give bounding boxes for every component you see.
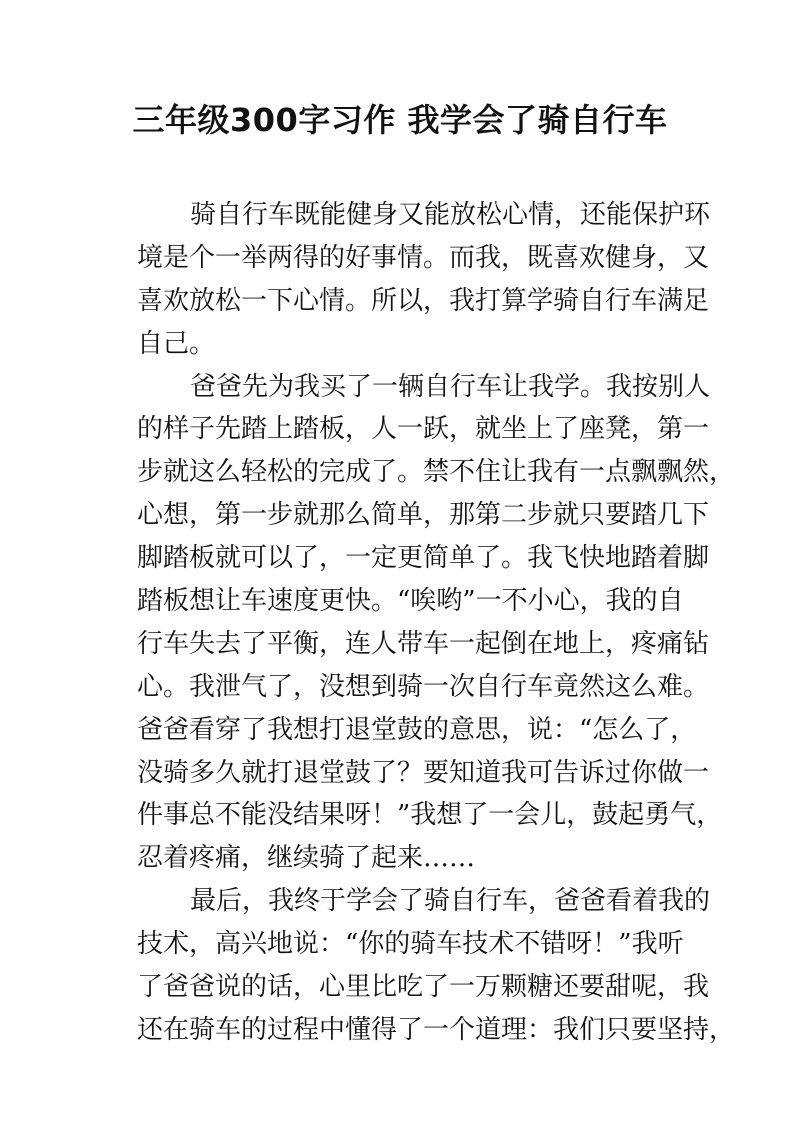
document-title: 三年级300字习作 我学会了骑自行车 xyxy=(132,101,668,139)
text-line: 件事总不能没结果呀！”我想了一会儿，鼓起勇气， xyxy=(137,800,723,831)
text-line: 心。我泄气了，没想到骑一次自行车竟然这么难。 xyxy=(137,671,710,702)
text-line: 境是个一举两得的好事情。而我，既喜欢健身，又 xyxy=(137,242,710,273)
text-line: 爸爸看穿了我想打退堂鼓的意思，说：“怎么了， xyxy=(137,714,697,745)
text-line: 喜欢放松一下心情。所以，我打算学骑自行车满足 xyxy=(137,285,710,316)
text-line: 还在骑车的过程中懂得了一个道理：我们只要坚持， xyxy=(137,1014,736,1045)
text-line: 的样子先踏上踏板，人一跃，就坐上了座凳，第一 xyxy=(137,414,710,445)
text-line: 脚踏板就可以了，一定更简单了。我飞快地踏着脚 xyxy=(137,543,710,574)
text-line: 自己。 xyxy=(137,328,216,359)
text-line: 踏板想让车速度更快。“唉哟”一不小心，我的自 xyxy=(137,586,684,617)
text-line: 技术，高兴地说：“你的骑车技术不错呀！”我听 xyxy=(137,929,684,960)
text-line: 骑自行车既能健身又能放松心情，还能保护环 xyxy=(190,200,711,230)
text-line: 行车失去了平衡，连人带车一起倒在地上，疼痛钻 xyxy=(137,628,710,659)
text-line: 心想，第一步就那么简单，那第二步就只要踏几下 xyxy=(137,500,710,531)
text-line: 步就这么轻松的完成了。禁不住让我有一点飘飘然， xyxy=(137,457,736,488)
text-line: 最后，我终于学会了骑自行车，爸爸看着我的 xyxy=(190,886,711,917)
text-line: 没骑多久就打退堂鼓了？要知道我可告诉过你做一 xyxy=(137,757,710,788)
text-line: 忍着疼痛，继续骑了起来…… xyxy=(137,843,476,874)
document-body xyxy=(137,194,736,1052)
text-line: 了爸爸说的话，心里比吃了一万颗糖还要甜呢，我 xyxy=(137,972,710,1003)
text-line: 爸爸先为我买了一辆自行车让我学。我按别人 xyxy=(190,371,711,402)
